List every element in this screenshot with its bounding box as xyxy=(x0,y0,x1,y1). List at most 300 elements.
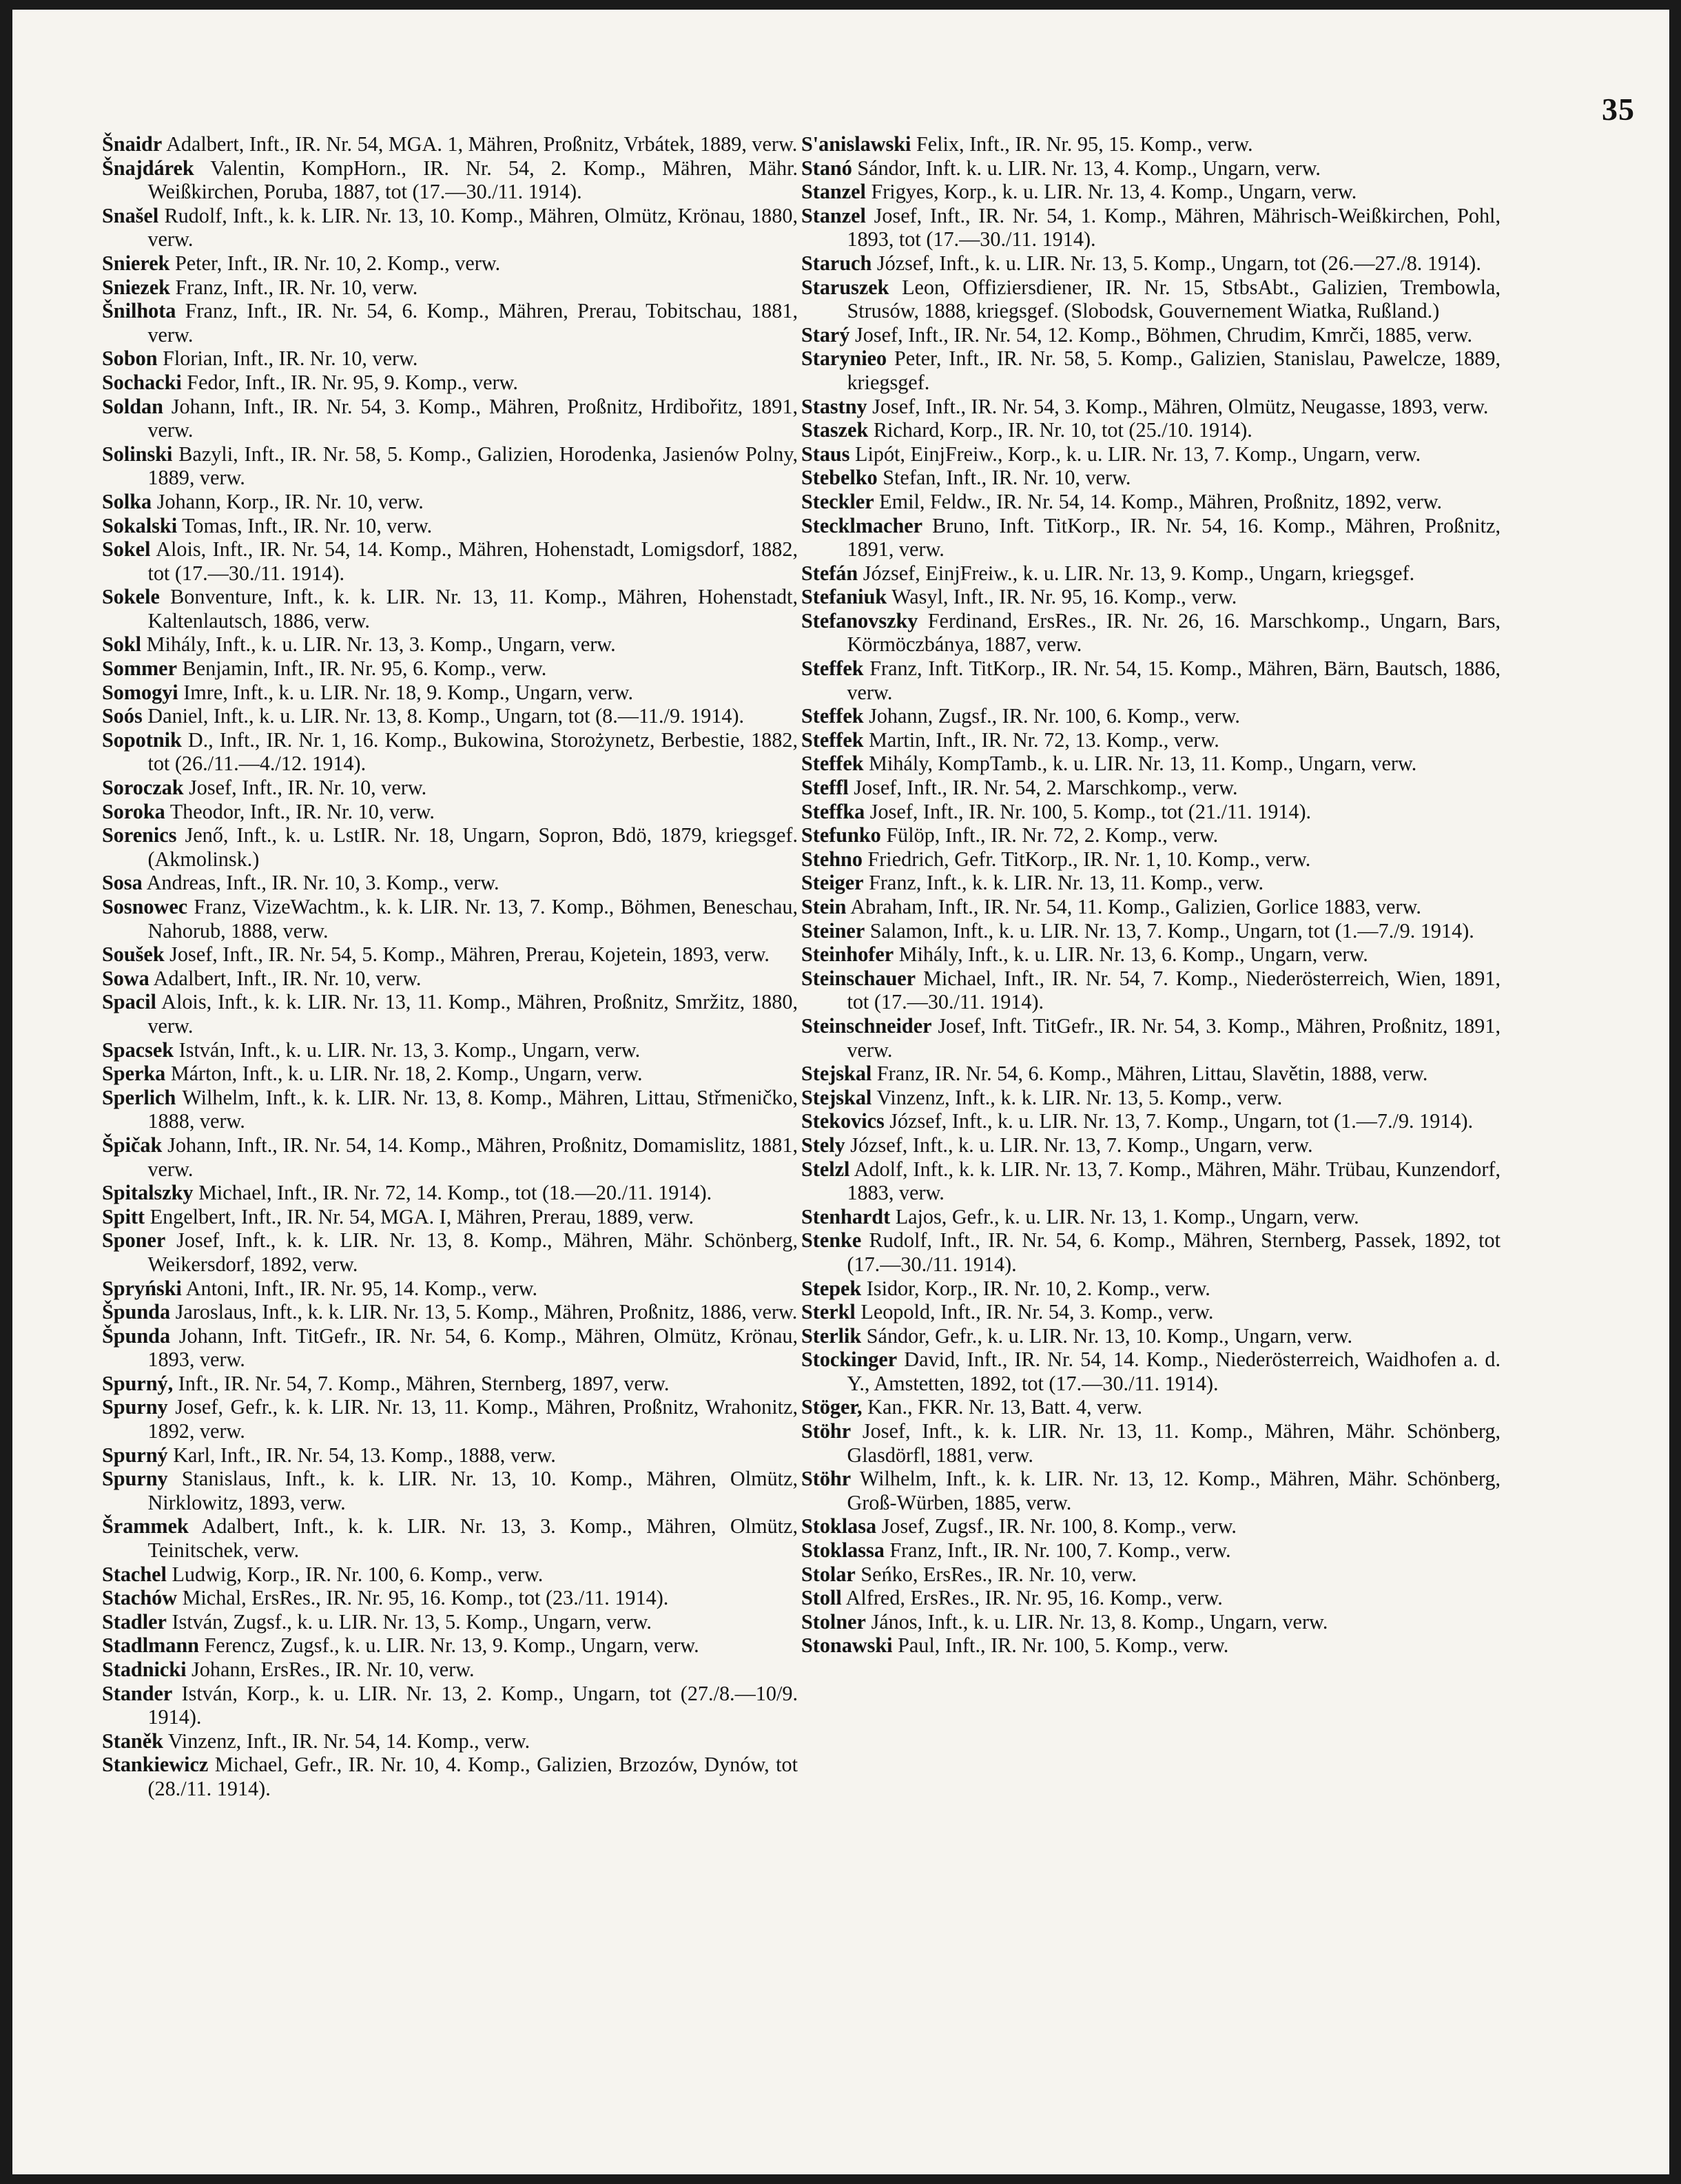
list-entry xyxy=(102,132,798,156)
list-entry xyxy=(102,371,798,395)
entry-details: Stanislaus, Inft., k. k. LIR. Nr. 13, 10. Komp., Mähren, Olmütz, Nirklowitz, 1893, verw. xyxy=(147,1467,798,1514)
entry-details: Johann, ErsRes., IR. Nr. 10, verw. xyxy=(186,1658,475,1681)
list-entry xyxy=(801,823,1500,847)
entry-details: Bonventure, Inft., k. k. LIR. Nr. 13, 11. Komp., Mähren, Hohenstadt, Kaltenlautsch, 1886, verw. xyxy=(147,585,798,632)
entry-details: Leopold, Inft., IR. Nr. 54, 3. Komp., verw. xyxy=(855,1300,1214,1324)
entry-details: Friedrich, Gefr. TitKorp., IR. Nr. 1, 10. Komp., verw. xyxy=(862,847,1311,871)
entry-details: Emil, Feldw., IR. Nr. 54, 14. Komp., Mähren, Proßnitz, 1892, verw. xyxy=(874,489,1443,513)
entry-surname: Sterkl xyxy=(801,1300,856,1324)
list-entry xyxy=(102,1300,798,1324)
list-entry xyxy=(801,752,1500,776)
entry-details: Frigyes, Korp., k. u. LIR. Nr. 13, 4. Komp., Ungarn, verw. xyxy=(865,180,1357,204)
list-entry xyxy=(102,585,798,632)
list-entry xyxy=(102,1753,798,1800)
list-entry xyxy=(102,942,798,967)
entry-surname: Steffek xyxy=(801,704,864,728)
list-entry xyxy=(801,1277,1500,1301)
list-entry xyxy=(102,632,798,657)
list-entry xyxy=(801,323,1500,347)
list-entry xyxy=(801,1228,1500,1276)
list-entry xyxy=(102,895,798,942)
list-entry xyxy=(801,1133,1500,1157)
list-entry xyxy=(801,942,1500,967)
entry-details: Tomas, Inft., IR. Nr. 10, verw. xyxy=(177,513,433,537)
entry-surname: Steckler xyxy=(801,489,874,513)
list-entry xyxy=(801,1014,1500,1062)
entry-surname: Snierek xyxy=(102,251,170,275)
entry-details: Fedor, Inft., IR. Nr. 95, 9. Komp., verw. xyxy=(181,370,518,394)
entry-surname: Stöhr xyxy=(801,1467,852,1491)
list-entry xyxy=(801,609,1500,657)
entry-details: Vinzenz, Inft., IR. Nr. 54, 14. Komp., verw. xyxy=(163,1729,530,1753)
entry-surname: Stejskal xyxy=(801,1085,872,1109)
list-entry xyxy=(102,800,798,824)
entry-details: Adalbert, Inft., k. k. LIR. Nr. 13, 3. Komp., Mähren, Olmütz, Teinitschek, verw. xyxy=(147,1514,798,1563)
entry-details: Andreas, Inft., IR. Nr. 10, 3. Komp., verw. xyxy=(142,871,499,895)
entry-surname: Spacil xyxy=(102,990,156,1014)
list-entry xyxy=(801,1157,1500,1205)
list-entry xyxy=(801,967,1500,1014)
entry-surname: Spitt xyxy=(102,1204,145,1228)
list-entry xyxy=(801,776,1500,800)
entry-details: Florian, Inft., IR. Nr. 10, verw. xyxy=(157,347,418,371)
entry-surname: Solinski xyxy=(102,442,173,466)
entry-details: Michael, Inft., IR. Nr. 54, 7. Komp., Niederösterreich, Wien, 1891, tot (17.—30./11. 1914). xyxy=(847,966,1500,1014)
list-entry xyxy=(102,1372,798,1396)
list-entry xyxy=(102,1443,798,1467)
entry-surname: Stander xyxy=(102,1681,173,1705)
list-entry xyxy=(102,967,798,991)
list-entry xyxy=(102,251,798,276)
entry-details: Inft., IR. Nr. 54, 7. Komp., Mähren, Sternberg, 1897, verw. xyxy=(173,1371,670,1395)
entry-surname: S'anislawski xyxy=(801,132,911,156)
entry-details: Johann, Zugsf., IR. Nr. 100, 6. Komp., verw. xyxy=(863,704,1240,728)
list-entry xyxy=(801,180,1500,204)
list-entry xyxy=(801,847,1500,872)
entry-details: Michael, Gefr., IR. Nr. 10, 4. Komp., Galizien, Brzozów, Dynów, tot (28./11. 1914). xyxy=(147,1753,798,1800)
entry-surname: Sobon xyxy=(102,347,158,371)
entry-surname: Stely xyxy=(801,1133,845,1157)
entry-surname: Soroka xyxy=(102,799,165,823)
entry-surname: Sterlik xyxy=(801,1323,862,1348)
entry-surname: Starý xyxy=(801,322,850,347)
list-entry xyxy=(102,1133,798,1181)
entry-surname: Stoll xyxy=(801,1586,842,1610)
entry-surname: Stenhardt xyxy=(801,1204,891,1228)
entry-details: David, Inft., IR. Nr. 54, 14. Komp., Niederösterreich, Waidhofen a. d. Y., Amstetten, 1892, tot (17.—30./11. 1914). xyxy=(847,1348,1500,1395)
entry-details: Stefan, Inft., IR. Nr. 10, verw. xyxy=(877,466,1131,490)
entry-surname: Špunda xyxy=(102,1300,171,1324)
list-entry xyxy=(102,1086,798,1133)
entry-details: Franz, IR. Nr. 54, 6. Komp., Mähren, Littau, Slavětin, 1888, verw. xyxy=(872,1062,1428,1086)
list-entry xyxy=(102,728,798,776)
entry-surname: Šnaidr xyxy=(102,132,163,156)
entry-surname: Stockinger xyxy=(801,1348,898,1372)
entry-details: Adalbert, Inft., IR. Nr. 10, verw. xyxy=(149,966,422,990)
list-entry xyxy=(801,418,1500,442)
entry-surname: Staszek xyxy=(801,418,869,442)
list-entry xyxy=(102,1658,798,1682)
entry-details: Engelbert, Inft., IR. Nr. 54, MGA. I, Mähren, Prerau, 1889, verw. xyxy=(145,1204,694,1228)
list-entry xyxy=(801,466,1500,490)
entry-details: Benjamin, Inft., IR. Nr. 95, 6. Komp., verw. xyxy=(176,657,547,681)
list-entry xyxy=(102,1277,798,1301)
list-entry xyxy=(102,276,798,300)
entry-surname: Špunda xyxy=(102,1323,171,1348)
entry-details: Márton, Inft., k. u. LIR. Nr. 18, 2. Komp., Ungarn, verw. xyxy=(165,1062,643,1086)
list-entry xyxy=(801,395,1500,419)
entry-surname: Spitalszky xyxy=(102,1181,194,1205)
entry-details: Adolf, Inft., k. k. LIR. Nr. 13, 7. Komp., Mähren, Mähr. Trübau, Kunzendorf, 1883, verw. xyxy=(847,1157,1500,1205)
entry-surname: Stelzl xyxy=(801,1157,850,1181)
list-entry xyxy=(801,1514,1500,1538)
entry-details: Sándor, Gefr., k. u. LIR. Nr. 13, 10. Komp., Ungarn, verw. xyxy=(861,1323,1353,1348)
entry-surname: Steinschauer xyxy=(801,966,916,990)
entry-surname: Stöhr xyxy=(801,1419,852,1443)
entry-details: Imre, Inft., k. u. LIR. Nr. 18, 9. Komp., Ungarn, verw. xyxy=(178,680,634,704)
list-entry xyxy=(102,156,798,204)
list-entry xyxy=(102,537,798,585)
entry-surname: Spryński xyxy=(102,1276,182,1300)
entry-details: Alois, Inft., k. k. LIR. Nr. 13, 11. Komp., Mähren, Proßnitz, Smržitz, 1880, verw. xyxy=(147,990,798,1038)
entry-details: Salamon, Inft., k. u. LIR. Nr. 13, 7. Komp., Ungarn, tot (1.—7./9. 1914). xyxy=(865,918,1474,942)
list-entry xyxy=(102,1181,798,1205)
list-entry xyxy=(102,1324,798,1372)
list-entry xyxy=(102,347,798,371)
entry-details: Vinzenz, Inft., k. k. LIR. Nr. 13, 5. Komp., verw. xyxy=(872,1085,1283,1109)
list-entry xyxy=(801,1467,1500,1514)
list-entry xyxy=(801,1634,1500,1658)
entry-surname: Steinschneider xyxy=(801,1013,932,1038)
entry-details: Daniel, Inft., k. u. LIR. Nr. 13, 8. Komp., Ungarn, tot (8.—11./9. 1914). xyxy=(142,704,745,728)
list-entry xyxy=(801,1300,1500,1324)
list-entry xyxy=(102,823,798,871)
entry-details: Franz, Inft., IR. Nr. 10, verw. xyxy=(169,275,418,299)
list-entry xyxy=(102,204,798,251)
entry-details: Wilhelm, Inft., k. k. LIR. Nr. 13, 12. Komp., Mähren, Mähr. Schönberg, Groß-Würben, 1885, verw. xyxy=(847,1467,1500,1514)
entry-details: József, EinjFreiw., k. u. LIR. Nr. 13, 9. Komp., Ungarn, kriegsgef. xyxy=(858,561,1415,585)
entry-surname: Stoklasa xyxy=(801,1514,877,1538)
entry-surname: Stebelko xyxy=(801,466,878,490)
list-entry xyxy=(801,1324,1500,1348)
list-entry xyxy=(102,1514,798,1562)
entry-details: Sándor, Inft. k. u. LIR. Nr. 13, 4. Komp., Ungarn, verw. xyxy=(852,156,1321,180)
entry-details: Johann, Inft., IR. Nr. 54, 14. Komp., Mähren, Proßnitz, Domamislitz, 1881, verw. xyxy=(147,1133,798,1181)
list-entry xyxy=(801,871,1500,895)
entry-surname: Spurný xyxy=(102,1443,168,1467)
list-entry xyxy=(801,657,1500,704)
entry-details: József, Inft., k. u. LIR. Nr. 13, 7. Komp., Ungarn, verw. xyxy=(845,1133,1313,1157)
entry-surname: Somogyi xyxy=(102,680,178,704)
entry-details: Josef, Inft., IR. Nr. 54, 1. Komp., Mähren, Mährisch-Weißkirchen, Pohl, 1893, tot (17.—30./11. 1914). xyxy=(847,203,1500,251)
entry-surname: Sowa xyxy=(102,966,149,990)
entry-details: Richard, Korp., IR. Nr. 10, tot (25./10. 1914). xyxy=(868,418,1252,442)
entry-details: István, Korp., k. u. LIR. Nr. 13, 2. Komp., Ungarn, tot (27./8.—10/9. 1914). xyxy=(147,1681,798,1729)
entry-details: Theodor, Inft., IR. Nr. 10, verw. xyxy=(165,799,435,823)
entry-details: Franz, Inft., IR. Nr. 54, 6. Komp., Mähren, Prerau, Tobitschau, 1881, verw. xyxy=(147,299,798,347)
entry-details: Leon, Offiziersdiener, IR. Nr. 15, StbsAbt., Galizien, Trembowla, Strusów, 1888, kriegsgef. (Slobodsk, Gouvernement Wiatka, Rußland.) xyxy=(847,275,1500,323)
entry-details: Bruno, Inft. TitKorp., IR. Nr. 54, 16. Komp., Mähren, Proßnitz, 1891, verw. xyxy=(847,513,1500,562)
entry-details: Bazyli, Inft., IR. Nr. 58, 5. Komp., Galizien, Horodenka, Jasienów Polny, 1889, verw. xyxy=(147,442,798,490)
list-entry xyxy=(801,490,1500,514)
entry-details: D., Inft., IR. Nr. 1, 16. Komp., Bukowina, Storożynetz, Berbestie, 1882, tot (26./11.—4./12. 1914). xyxy=(147,728,798,776)
entry-surname: Steffek xyxy=(801,657,864,681)
entry-surname: Stolner xyxy=(801,1609,866,1634)
entry-surname: Steffl xyxy=(801,776,849,800)
entry-details: Josef, Gefr., k. k. LIR. Nr. 13, 11. Komp., Mähren, Proßnitz, Wrahonitz, 1892, verw. xyxy=(147,1395,798,1443)
entry-details: István, Inft., k. u. LIR. Nr. 13, 3. Komp., Ungarn, verw. xyxy=(174,1038,641,1062)
entry-surname: Stachel xyxy=(102,1562,167,1586)
entry-surname: Šnilhota xyxy=(102,299,176,323)
entry-surname: Steffka xyxy=(801,799,865,823)
entry-details: Seńko, ErsRes., IR. Nr. 10, verw. xyxy=(855,1562,1137,1586)
entry-details: Josef, Zugsf., IR. Nr. 100, 8. Komp., verw. xyxy=(876,1514,1237,1538)
entry-surname: Stefaniuk xyxy=(801,585,887,609)
entry-surname: Šnajdárek xyxy=(102,156,194,180)
entry-details: Rudolf, Inft., k. k. LIR. Nr. 13, 10. Komp., Mähren, Olmütz, Krönau, 1880, verw. xyxy=(147,203,798,251)
entry-surname: Staněk xyxy=(102,1729,163,1753)
entry-details: Abraham, Inft., IR. Nr. 54, 11. Komp., Galizien, Gorlice 1883, verw. xyxy=(846,895,1421,918)
list-entry xyxy=(801,562,1500,586)
list-entry xyxy=(102,1228,798,1276)
entry-surname: Soldan xyxy=(102,394,163,418)
list-entry xyxy=(801,1563,1500,1587)
entry-surname: Steiger xyxy=(801,871,864,895)
list-entry xyxy=(102,657,798,681)
entry-details: Franz, Inft. TitKorp., IR. Nr. 54, 15. Komp., Mähren, Bärn, Bautsch, 1886, verw. xyxy=(847,657,1500,704)
entry-details: Peter, Inft., IR. Nr. 10, 2. Komp., verw. xyxy=(169,251,501,275)
list-entry xyxy=(801,1086,1500,1110)
list-entry xyxy=(102,490,798,514)
entry-surname: Starynieo xyxy=(801,347,887,371)
list-entry xyxy=(801,204,1500,251)
entry-surname: Spurny xyxy=(102,1395,168,1419)
entry-details: Peter, Inft., IR. Nr. 58, 5. Komp., Galizien, Stanislau, Pawelcze, 1889, kriegsgef. xyxy=(847,347,1500,394)
list-entry xyxy=(102,1682,798,1729)
entry-surname: Steffek xyxy=(801,752,864,776)
page-number: 35 xyxy=(1602,92,1635,127)
entry-surname: Sokl xyxy=(102,632,142,657)
entry-details: Isidor, Korp., IR. Nr. 10, 2. Komp., verw. xyxy=(861,1276,1210,1300)
entry-surname: Stolar xyxy=(801,1562,856,1586)
list-entry xyxy=(801,1205,1500,1229)
entry-surname: Sorenics xyxy=(102,823,177,847)
list-entry xyxy=(102,395,798,442)
list-entry xyxy=(102,514,798,538)
entry-surname: Sniezek xyxy=(102,275,170,299)
entry-surname: Stadnicki xyxy=(102,1658,187,1681)
list-entry xyxy=(801,1062,1500,1086)
entry-surname: Sperlich xyxy=(102,1085,176,1109)
entry-surname: Stenke xyxy=(801,1228,862,1253)
entry-details: János, Inft., k. u. LIR. Nr. 13, 8. Komp., Ungarn, verw. xyxy=(865,1609,1328,1634)
list-entry xyxy=(102,1586,798,1610)
entry-surname: Stefunko xyxy=(801,823,881,847)
list-entry xyxy=(801,1395,1500,1419)
entry-surname: Snašel xyxy=(102,203,159,227)
entry-surname: Stein xyxy=(801,895,847,918)
entry-surname: Stadlmann xyxy=(102,1634,199,1658)
entry-surname: Sponer xyxy=(102,1228,166,1253)
entry-surname: Sokele xyxy=(102,585,160,609)
list-entry xyxy=(801,1348,1500,1395)
entry-details: Franz, Inft., IR. Nr. 100, 7. Komp., verw. xyxy=(884,1538,1231,1563)
entry-surname: Stefanovszky xyxy=(801,608,918,632)
entry-surname: Stankiewicz xyxy=(102,1753,209,1777)
list-entry xyxy=(801,276,1500,323)
list-entry xyxy=(102,442,798,490)
entry-details: Kan., FKR. Nr. 13, Batt. 4, verw. xyxy=(862,1395,1142,1419)
entry-surname: Sochacki xyxy=(102,370,182,394)
entry-surname: Spurny xyxy=(102,1467,168,1491)
entry-surname: Šrammek xyxy=(102,1514,189,1538)
entry-surname: Špičak xyxy=(102,1133,163,1157)
entry-surname: Sperka xyxy=(102,1062,166,1086)
entry-details: Josef, Inft. TitGefr., IR. Nr. 54, 3. Komp., Mähren, Proßnitz, 1891, verw. xyxy=(847,1013,1500,1062)
entry-details: Michael, Inft., IR. Nr. 72, 14. Komp., tot (18.—20./11. 1914). xyxy=(193,1181,712,1205)
list-entry xyxy=(801,156,1500,181)
list-entry xyxy=(102,1729,798,1753)
entry-details: Alois, Inft., IR. Nr. 54, 14. Komp., Mähren, Hohenstadt, Lomigsdorf, 1882, tot (17.—30./11. 1914). xyxy=(147,537,798,585)
list-entry xyxy=(102,1563,798,1587)
list-entry xyxy=(102,990,798,1038)
entry-details: Josef, Inft., IR. Nr. 54, 3. Komp., Mähren, Olmütz, Neugasse, 1893, verw. xyxy=(867,394,1489,418)
list-entry xyxy=(801,895,1500,919)
entry-surname: Soós xyxy=(102,704,143,728)
list-entry xyxy=(801,800,1500,824)
entry-surname: Sopotnik xyxy=(102,728,182,752)
entry-surname: Sommer xyxy=(102,657,177,681)
list-entry xyxy=(102,1205,798,1229)
entry-details: Valentin, KompHorn., IR. Nr. 54, 2. Komp., Mähren, Mähr. Weißkirchen, Poruba, 1887, tot (17.—30./11. 1914). xyxy=(147,156,798,204)
document-page xyxy=(12,10,1669,2174)
entry-surname: Sosnowec xyxy=(102,895,188,918)
entry-surname: Sokalski xyxy=(102,513,178,537)
entry-surname: Stöger, xyxy=(801,1395,863,1419)
list-entry xyxy=(102,871,798,895)
entry-details: Josef, Inft., IR. Nr. 100, 5. Komp., tot (21./11. 1914). xyxy=(865,799,1312,823)
entry-details: Adalbert, Inft., IR. Nr. 54, MGA. 1, Mähren, Proßnitz, Vrbátek, 1889, verw. xyxy=(162,132,798,156)
entry-details: Franz, VizeWachtm., k. k. LIR. Nr. 13, 7. Komp., Böhmen, Beneschau, Nahorub, 1888, verw. xyxy=(147,895,798,942)
entry-details: Josef, Inft., IR. Nr. 54, 12. Komp., Böhmen, Chrudim, Kmrči, 1885, verw. xyxy=(849,322,1473,347)
entry-surname: Stefán xyxy=(801,561,858,585)
entry-details: Wilhelm, Inft., k. k. LIR. Nr. 13, 8. Komp., Mähren, Littau, Střmeničko, 1888, verw. xyxy=(147,1085,798,1133)
entry-surname: Stastny xyxy=(801,394,867,418)
list-entry xyxy=(102,1395,798,1443)
list-entry xyxy=(102,1634,798,1658)
entry-surname: Soroczak xyxy=(102,776,184,800)
entry-surname: Stoklassa xyxy=(801,1538,885,1563)
entry-details: Johann, Inft. TitGefr., IR. Nr. 54, 6. Komp., Mähren, Olmütz, Krönau, 1893, verw. xyxy=(147,1323,798,1372)
entry-details: Martin, Inft., IR. Nr. 72, 13. Komp., verw. xyxy=(863,728,1219,752)
entry-surname: Sokel xyxy=(102,537,151,562)
entry-details: Johann, Inft., IR. Nr. 54, 3. Komp., Mähren, Proßnitz, Hrdibořitz, 1891, verw. xyxy=(147,394,798,442)
left-column xyxy=(102,132,798,1801)
entry-details: Alfred, ErsRes., IR. Nr. 95, 16. Komp., verw. xyxy=(841,1586,1223,1610)
list-entry xyxy=(102,1610,798,1634)
entry-details: Rudolf, Inft., IR. Nr. 54, 6. Komp., Mähren, Sternberg, Passek, 1892, tot (17.—30./11. 1914). xyxy=(847,1228,1500,1276)
entry-details: Josef, Inft., IR. Nr. 10, verw. xyxy=(183,776,427,800)
entry-surname: Soušek xyxy=(102,942,165,967)
entry-details: Michal, ErsRes., IR. Nr. 95, 16. Komp., tot (23./11. 1914). xyxy=(177,1586,669,1610)
list-entry xyxy=(102,1467,798,1514)
entry-details: Ferencz, Zugsf., k. u. LIR. Nr. 13, 9. Komp., Ungarn, verw. xyxy=(198,1634,699,1658)
list-entry xyxy=(801,704,1500,728)
entry-surname: Staruszek xyxy=(801,275,889,299)
entry-surname: Stanzel xyxy=(801,203,866,227)
entry-surname: Stepek xyxy=(801,1276,862,1300)
entry-details: Paul, Inft., IR. Nr. 100, 5. Komp., verw. xyxy=(892,1634,1229,1658)
list-entry xyxy=(801,251,1500,276)
list-entry xyxy=(102,776,798,800)
list-entry xyxy=(801,728,1500,752)
entry-details: Jenő, Inft., k. u. LstIR. Nr. 18, Ungarn, Sopron, Bdö, 1879, kriegsgef. (Akmolinsk.) xyxy=(147,823,798,871)
right-column xyxy=(801,132,1500,1658)
entry-details: Karl, Inft., IR. Nr. 54, 13. Komp., 1888, verw. xyxy=(167,1443,556,1467)
entry-surname: Stehno xyxy=(801,847,863,871)
entry-details: Josef, Inft., IR. Nr. 54, 2. Marschkomp., verw. xyxy=(848,776,1238,800)
list-entry xyxy=(801,442,1500,466)
entry-surname: Spurný, xyxy=(102,1371,174,1395)
list-entry xyxy=(801,514,1500,562)
entry-details: Lipót, EinjFreiw., Korp., k. u. LIR. Nr. 13, 7. Komp., Ungarn, verw. xyxy=(849,442,1421,466)
entry-details: Ludwig, Korp., IR. Nr. 100, 6. Komp., verw. xyxy=(166,1562,544,1586)
entry-details: István, Zugsf., k. u. LIR. Nr. 13, 5. Komp., Ungarn, verw. xyxy=(166,1609,652,1634)
entry-surname: Stanó xyxy=(801,156,852,180)
list-entry xyxy=(102,704,798,728)
entry-details: Fülöp, Inft., IR. Nr. 72, 2. Komp., verw. xyxy=(880,823,1219,847)
entry-details: József, Inft., k. u. LIR. Nr. 13, 7. Komp., Ungarn, tot (1.—7./9. 1914). xyxy=(884,1109,1474,1133)
list-entry xyxy=(801,1538,1500,1563)
list-entry xyxy=(102,1062,798,1086)
list-entry xyxy=(102,299,798,347)
list-entry xyxy=(801,1610,1500,1634)
list-entry xyxy=(102,1038,798,1062)
entry-surname: Stecklmacher xyxy=(801,513,923,537)
entry-details: Johann, Korp., IR. Nr. 10, verw. xyxy=(152,489,424,513)
entry-details: Lajos, Gefr., k. u. LIR. Nr. 13, 1. Komp., Ungarn, verw. xyxy=(890,1204,1359,1228)
list-entry xyxy=(801,919,1500,943)
entry-surname: Stanzel xyxy=(801,180,866,204)
list-entry xyxy=(801,1419,1500,1467)
entry-surname: Staruch xyxy=(801,251,872,275)
entry-details: Franz, Inft., k. k. LIR. Nr. 13, 11. Komp., verw. xyxy=(863,871,1264,895)
list-entry xyxy=(102,681,798,705)
entry-surname: Spacsek xyxy=(102,1038,174,1062)
entry-details: Antoni, Inft., IR. Nr. 95, 14. Komp., verw. xyxy=(181,1276,538,1300)
entry-details: Wasyl, Inft., IR. Nr. 95, 16. Komp., verw. xyxy=(887,585,1237,609)
entry-surname: Steffek xyxy=(801,728,864,752)
list-entry xyxy=(801,1586,1500,1610)
entry-surname: Solka xyxy=(102,489,152,513)
entry-details: Mihály, Inft., k. u. LIR. Nr. 13, 6. Komp., Ungarn, verw. xyxy=(894,942,1368,967)
entry-surname: Stachów xyxy=(102,1586,178,1610)
entry-surname: Staus xyxy=(801,442,850,466)
entry-surname: Stadler xyxy=(102,1609,167,1634)
list-entry xyxy=(801,347,1500,394)
entry-details: József, Inft., k. u. LIR. Nr. 13, 5. Komp., Ungarn, tot (26.—27./8. 1914). xyxy=(872,251,1481,275)
entry-details: Felix, Inft., IR. Nr. 95, 15. Komp., verw. xyxy=(911,132,1253,156)
entry-surname: Stonawski xyxy=(801,1634,893,1658)
entry-details: Ferdinand, ErsRes., IR. Nr. 26, 16. Marschkomp., Ungarn, Bars, Körmöczbánya, 1887, verw. xyxy=(847,608,1500,657)
entry-details: Jaroslaus, Inft., k. k. LIR. Nr. 13, 5. Komp., Mähren, Proßnitz, 1886, verw. xyxy=(170,1300,798,1324)
entry-surname: Stekovics xyxy=(801,1109,885,1133)
entry-details: Josef, Inft., IR. Nr. 54, 5. Komp., Mähren, Prerau, Kojetein, 1893, verw. xyxy=(164,942,770,967)
entry-details: Mihály, Inft., k. u. LIR. Nr. 13, 3. Komp., Ungarn, verw. xyxy=(141,632,616,657)
entry-details: Josef, Inft., k. k. LIR. Nr. 13, 11. Komp., Mähren, Mähr. Schönberg, Glasdörfl, 1881, verw. xyxy=(847,1419,1500,1467)
list-entry xyxy=(801,1109,1500,1133)
entry-surname: Stejskal xyxy=(801,1062,872,1086)
